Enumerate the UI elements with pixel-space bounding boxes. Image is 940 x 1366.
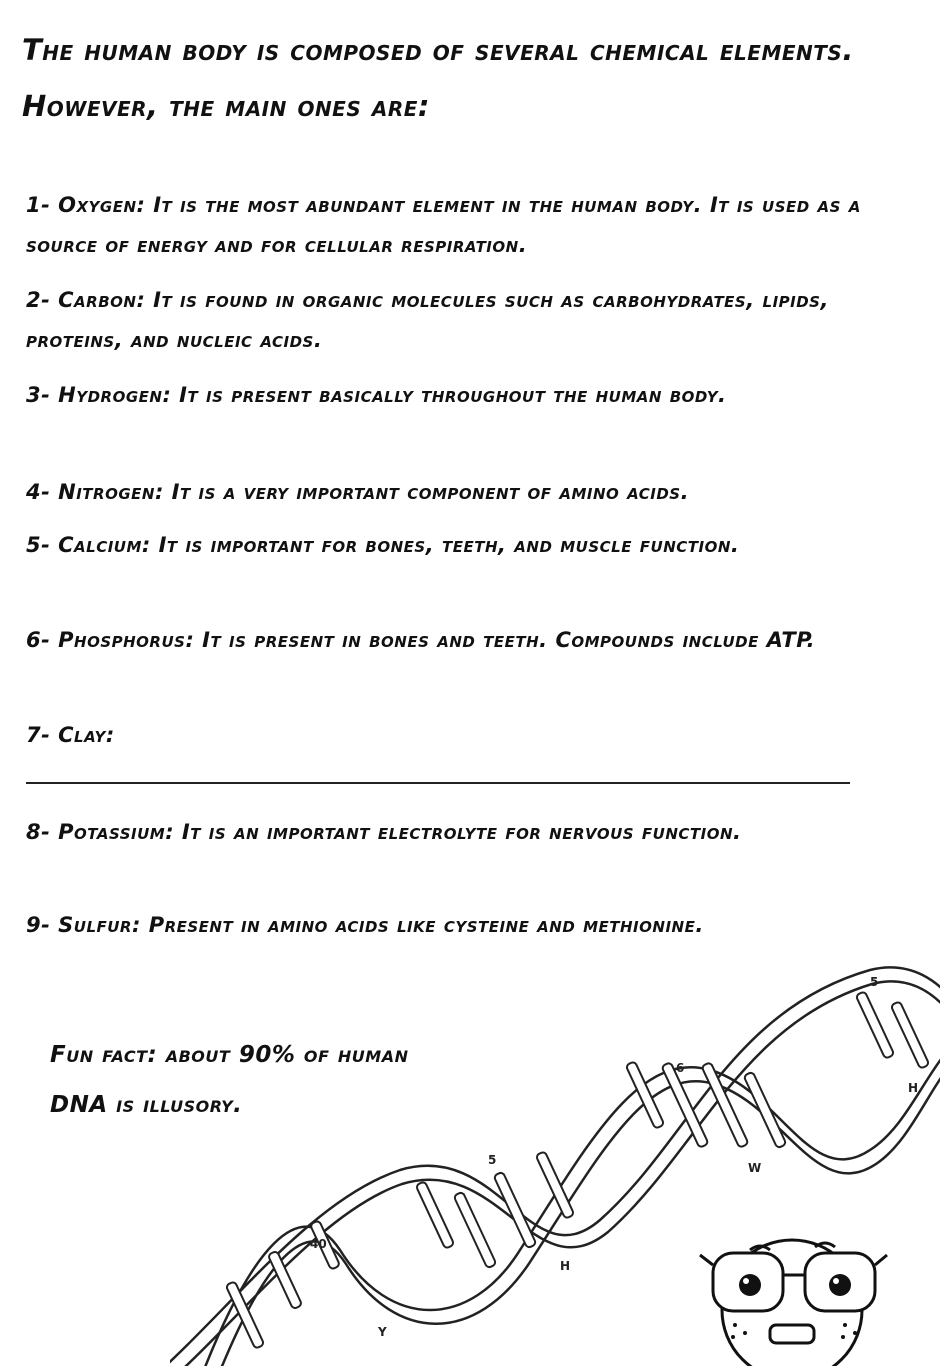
- dna-label: H: [908, 1081, 919, 1095]
- base-pair: [856, 991, 895, 1059]
- fun-fact: Fun fact: about 90% of human DNA is illusory.: [50, 1042, 409, 1118]
- base-pair: [416, 1181, 455, 1249]
- list-item-oxygen: 1- Oxygen: It is the most abundant element in the human body. It is used as a source of energy and for cellular respiration.: [26, 193, 861, 257]
- glasses-arm-left: [700, 1255, 713, 1265]
- list-item-clay: 7- Clay:: [26, 723, 115, 747]
- glasses-arm-right: [875, 1255, 887, 1265]
- list-item-carbon: 2- Carbon: It is found in organic molecules such as carbohydrates, lipids, proteins, and nucleic acids.: [26, 288, 829, 352]
- freckle: [843, 1323, 847, 1327]
- list-item-calcium: 5- Calcium: It is important for bones, teeth, and muscle function.: [26, 533, 740, 557]
- mouth: [770, 1325, 814, 1343]
- base-pair: [661, 1062, 708, 1148]
- left-pupil: [739, 1274, 761, 1296]
- freckle: [733, 1323, 737, 1327]
- dna-label: 5: [488, 1153, 497, 1167]
- base-pair: [744, 1072, 787, 1149]
- base-pair: [454, 1192, 497, 1269]
- list-item-sulfur: 9- Sulfur: Present in amino acids like cysteine and methionine.: [26, 913, 704, 937]
- dna-label: 6: [676, 1061, 685, 1075]
- freckle: [841, 1335, 845, 1339]
- nerd-face-illustration: [695, 1225, 890, 1366]
- dna-label: 40: [310, 1237, 327, 1251]
- list-item-nitrogen: 4- Nitrogen: It is a very important component of amino acids.: [26, 480, 690, 504]
- dna-label: Y: [378, 1325, 387, 1339]
- list-item-hydrogen: 3- Hydrogen: It is present basically throughout the human body.: [26, 383, 727, 407]
- dna-label: W: [748, 1161, 762, 1175]
- page-title: The human body is composed of several chemical elements. However, the main ones are:: [22, 33, 854, 123]
- list-item-potassium: 8- Potassium: It is an important electrolyte for nervous function.: [26, 820, 742, 844]
- freckle: [743, 1331, 747, 1335]
- dna-label: H: [560, 1259, 571, 1273]
- list-item-phosphorus: 6- Phosphorus: It is present in bones and teeth. Compounds include ATP.: [26, 628, 816, 652]
- dna-label: 5: [870, 975, 879, 989]
- freckle: [853, 1331, 857, 1335]
- answer-blank-line: [26, 782, 850, 784]
- base-pair: [891, 1001, 930, 1069]
- freckle: [731, 1335, 735, 1339]
- right-pupil: [829, 1274, 851, 1296]
- base-pair: [536, 1151, 575, 1219]
